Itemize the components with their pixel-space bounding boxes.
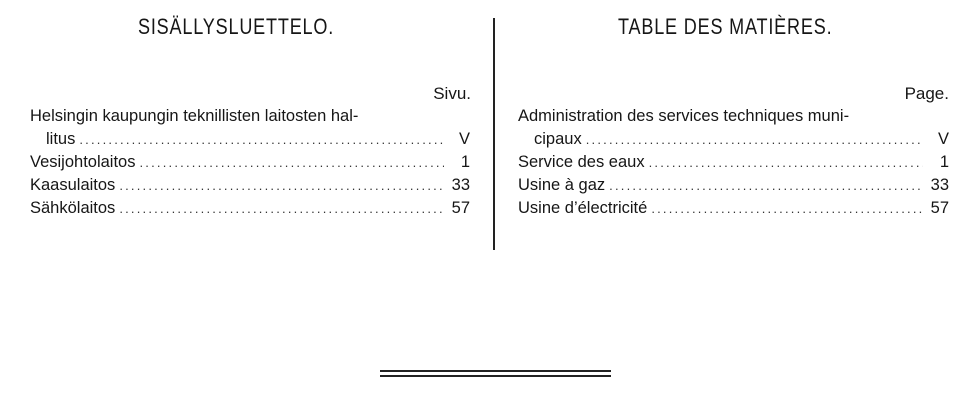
toc-entry-title: Kaasulaitos [30, 176, 116, 194]
column-divider [493, 18, 495, 250]
toc-entry-line [518, 130, 959, 153]
toc-entry-title: cipaux [534, 130, 582, 148]
toc-entry-title: Usine à gaz [518, 176, 606, 194]
toc-entry-line [30, 130, 470, 153]
toc-entries-french [518, 107, 959, 222]
dot-leader [609, 178, 923, 193]
toc-entry-line [30, 107, 470, 130]
toc-entry-title-line1: Administration des services techniques muni- [518, 107, 850, 125]
dot-leader [140, 155, 445, 170]
toc-entry-page: 57 [451, 199, 470, 217]
dot-leader [119, 201, 444, 216]
toc-entry-title: Service des eaux [518, 153, 645, 171]
dot-leader [586, 132, 923, 147]
toc-entry [518, 153, 959, 176]
toc-entry-page: 33 [451, 176, 470, 194]
page-column-header-finnish: Sivu. [433, 84, 471, 103]
toc-entry [518, 199, 959, 222]
toc-entry [518, 176, 959, 199]
dot-leader [651, 201, 923, 216]
toc-title-finnish: SISÄLLYSLUETTELO. [138, 14, 335, 39]
toc-entry-page: V [937, 130, 949, 148]
toc-entry-page: 33 [930, 176, 949, 194]
toc-title-french: TABLE DES MATIÈRES. [618, 14, 833, 39]
toc-entry [30, 153, 470, 176]
toc-entries-finnish [30, 107, 470, 222]
toc-entry-line [518, 199, 959, 222]
page-column-header-french: Page. [904, 84, 949, 103]
toc-entry-page: 57 [930, 199, 949, 217]
toc-entry-line [518, 107, 959, 130]
toc-entry-title: Usine d’électricité [518, 199, 648, 217]
toc-entry-page: V [458, 130, 470, 148]
toc-entry [30, 107, 470, 153]
dot-leader [119, 178, 444, 193]
dot-leader [649, 155, 923, 170]
toc-entry-line [518, 176, 959, 199]
closing-rule [380, 375, 611, 377]
toc-entry [518, 107, 959, 153]
toc-entry-line [518, 153, 959, 176]
toc-entry-title: Sähkölaitos [30, 199, 116, 217]
toc-entry-line [30, 199, 470, 222]
toc-entry [30, 199, 470, 222]
toc-entry-line [30, 153, 470, 176]
toc-entry-line [30, 176, 470, 199]
toc-entry-title-line1: Helsingin kaupungin teknillisten laitosten hal- [30, 107, 359, 125]
closing-rule [380, 370, 611, 372]
toc-entry-title: litus [46, 130, 76, 148]
toc-entry [30, 176, 470, 199]
toc-entry-page: 1 [939, 153, 949, 171]
toc-entry-page: 1 [460, 153, 470, 171]
dot-leader [79, 132, 444, 147]
toc-entry-title: Vesijohtolaitos [30, 153, 136, 171]
